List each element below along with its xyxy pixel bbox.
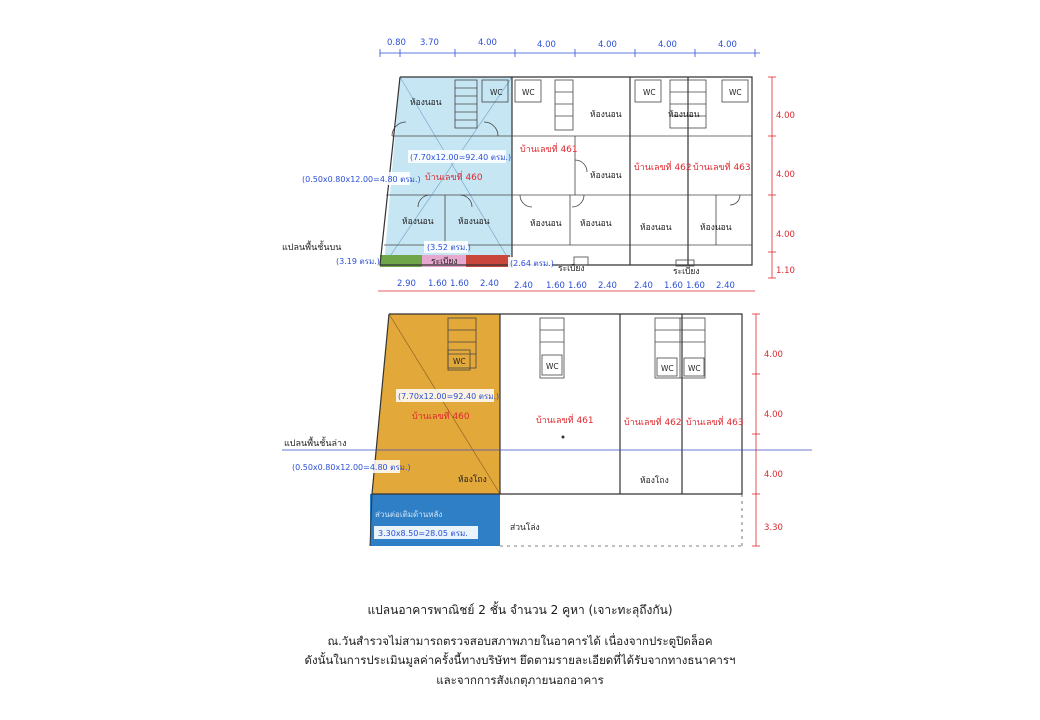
dim-mid-3: 1.60 (450, 279, 469, 289)
dim-mid-9: 2.40 (634, 281, 653, 291)
dim-right-lower-2: 4.00 (764, 410, 783, 420)
caption-note-line-3: และจากการสังเกตุภายนอกอาคาร (436, 673, 604, 687)
upper-bedroom-label-2: ห้องนอน (590, 110, 622, 120)
dim-mid-11: 1.60 (686, 281, 705, 291)
right-dimension-lower (752, 314, 783, 546)
top-dimension-line (380, 38, 760, 57)
dim-mid-7: 1.60 (568, 281, 587, 291)
dim-right-upper-1: 4.00 (776, 111, 795, 121)
upper-bedroom-label-3: ห้องนอน (668, 110, 700, 120)
caption-note-line-1: ณ.วันสำรวจไม่สามารถตรวจสอบสภาพภายในอาคารได้ เนื่องจากประตูปิดล็อค (327, 634, 713, 648)
lower-area-blue: 3.30x8.50=28.05 ตรม. (378, 529, 468, 538)
upper-wc-label-1: WC (490, 88, 503, 97)
upper-balcony-label-1: ระเบียง (431, 257, 458, 267)
lower-wc-label-3: WC (661, 364, 674, 373)
upper-wc-label-2: WC (522, 88, 535, 97)
lower-area-main: (7.70x12.00=92.40 ตรม.) (398, 392, 500, 401)
upper-area-right: (2.64 ตรม.) (510, 259, 554, 268)
upper-house-462: บ้านเลขที่ 462 (634, 163, 692, 173)
dim-mid-1: 2.90 (397, 279, 416, 289)
upper-bedroom-label-5: ห้องนอน (402, 217, 434, 227)
dim-mid-12: 2.40 (716, 281, 735, 291)
dim-mid-5: 2.40 (514, 281, 533, 291)
upper-balcony-label-2: ระเบียง (558, 264, 585, 274)
dim-right-lower-1: 4.00 (764, 350, 783, 360)
upper-plan-label: แปลนพื้นชั้นบน (282, 243, 342, 253)
upper-area-balcony: (3.52 ตรม.) (427, 243, 471, 252)
dim-mid-4: 2.40 (480, 279, 499, 289)
dim-top-7: 4.00 (718, 40, 737, 50)
upper-house-461: บ้านเลขที่ 461 (520, 145, 578, 155)
dim-mid-6: 1.60 (546, 281, 565, 291)
caption-note-line-2: ดังนั้นในการประเมินมูลค่าครั้งนี้ทางบริษัทฯ ยึดตามรายละเอียดที่ได้รับจากทางธนาคารฯ (304, 653, 736, 667)
dim-mid-10: 1.60 (664, 281, 683, 291)
dim-top-6: 4.00 (658, 40, 677, 50)
lower-extension-label: ส่วนโล่ง (510, 523, 540, 533)
upper-house-463: บ้านเลขที่ 463 (693, 163, 751, 173)
upper-bedroom-label-10: ห้องนอน (700, 223, 732, 233)
dim-top-1: 0.80 (387, 38, 406, 48)
dim-right-upper-3: 4.00 (776, 230, 795, 240)
lower-blue-label: ส่วนต่อเติมด้านหลัง (375, 510, 443, 519)
upper-wc-label-3: WC (643, 88, 656, 97)
dim-right-lower-4: 3.30 (764, 523, 783, 533)
right-dimension-upper (768, 77, 795, 278)
dim-right-upper-4: 1.10 (776, 266, 795, 276)
lower-hall-label-1: ห้องโถง (458, 475, 487, 485)
lower-wc-label-2: WC (546, 362, 559, 371)
dim-top-4: 4.00 (537, 40, 556, 50)
upper-bedroom-label-8: ห้องนอน (580, 219, 612, 229)
lower-wc-label-1: WC (453, 357, 466, 366)
lower-hall-label-2: ห้องโถง (640, 476, 669, 486)
dim-right-upper-2: 4.00 (776, 170, 795, 180)
dim-top-5: 4.00 (598, 40, 617, 50)
upper-bedroom-label-1: ห้องนอน (410, 98, 442, 108)
dim-top-3: 4.00 (478, 38, 497, 48)
upper-bedroom-label-7: ห้องนอน (530, 219, 562, 229)
upper-area-main: (7.70x12.00=92.40 ตรม.) (410, 153, 512, 162)
lower-wc-label-4: WC (688, 364, 701, 373)
upper-area-left: (3.19 ตรม.) (336, 257, 380, 266)
lower-house-463: บ้านเลขที่ 463 (686, 418, 744, 428)
upper-bedroom-label-4: ห้องนอน (590, 171, 622, 181)
lower-plan-label: แปลนพื้นชั้นล่าง (284, 439, 347, 449)
caption-title: แปลนอาคารพาณิชย์ 2 ชั้น จำนวน 2 คูหา (เจาะทะลุถึงกัน) (367, 603, 673, 617)
lower-house-460: บ้านเลขที่ 460 (412, 412, 470, 422)
upper-bedroom-label-9: ห้องนอน (640, 223, 672, 233)
upper-bedroom-label-6: ห้องนอน (458, 217, 490, 227)
dim-mid-2: 1.60 (428, 279, 447, 289)
upper-wc-label-4: WC (729, 88, 742, 97)
dim-mid-8: 2.40 (598, 281, 617, 291)
middle-dimension-line (378, 279, 755, 291)
dim-top-2: 3.70 (420, 38, 439, 48)
upper-area-strip: (0.50x0.80x12.00=4.80 ตรม.) (302, 175, 421, 184)
lower-house-462: บ้านเลขที่ 462 (624, 418, 682, 428)
upper-balcony-label-3: ระเบียง (673, 267, 700, 277)
upper-house-460: บ้านเลขที่ 460 (425, 173, 483, 183)
lower-area-strip: (0.50x0.80x12.00=4.80 ตรม.) (292, 463, 411, 472)
dim-right-lower-3: 4.00 (764, 470, 783, 480)
lower-house-461: บ้านเลขที่ 461 (536, 416, 594, 426)
